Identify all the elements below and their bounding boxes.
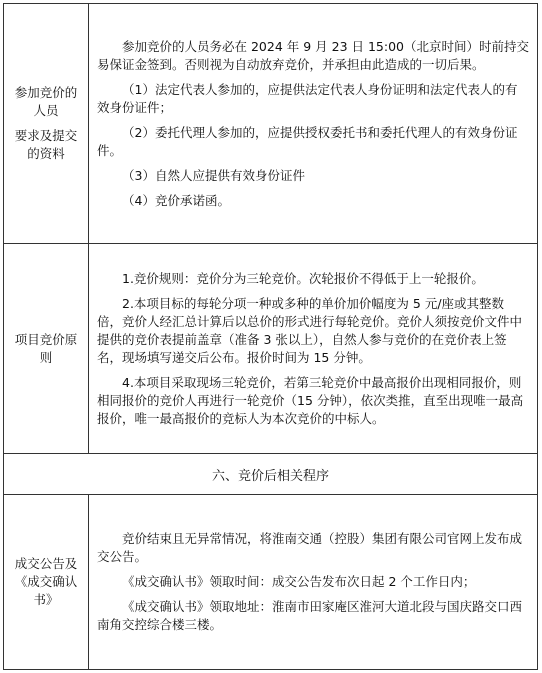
label-line: 项目竞价原 [14,331,78,347]
table-row [4,244,538,454]
label-line: 要求及提交 [14,128,78,143]
label-line: 则 [39,349,53,365]
paragraph: （2）委托代理人参加的，应提供授权委托书和委托代理人的有效身份证件。 [97,124,518,158]
section-heading: 六、竞价后相关程序 [4,454,538,495]
label-line: 的资料 [27,146,65,161]
paragraph: 竞价结束且无异常情况，将淮南交通（控股）集团有限公司官网上发布成交公告。 [97,531,523,564]
row-label-bidding-principles [4,244,89,454]
row-label-participant-requirements [4,4,89,244]
paragraph: 4.本项目采取现场三轮竞价，若第三轮竞价中最高报价出现相同报价，则相同报价的竞价人再进行一轮竞价（15 分钟），依次类推，直至出现唯一最高报价，唯一最高报价的竞标人为本次竞价的中标人。 [97,374,524,426]
table-row [4,4,538,244]
row-content-transaction-announcement [89,495,538,670]
paragraph: （3）自然人应提供有效身份证件 [122,167,305,183]
paragraph: （1）法定代表人参加的，应提供法定代表人身份证明和法定代表人的有效身份证件； [97,81,518,115]
paragraph: 《成交确认书》领取时间：成交公告发布次日起 2 个工作日内； [122,574,476,589]
row-content-participant-requirements [89,4,538,244]
bidding-info-table [3,3,538,670]
label-line: 成交公告及 [14,556,78,571]
paragraph: 2.本项目标的每轮分项一种或多种的单价加价幅度为 5 元/座或其整数倍，竞价人经汇总计算后以总价的形式进行每轮竞价。竞价人须按竞价文件中提供的竞价表提前盖章（准备 3 张以上），自然人参与竞价的在竞价表上签名，现场填写递交后公布。报价时间为 15 分钟。 [97,295,523,365]
row-label-transaction-announcement [4,495,89,670]
row-content-bidding-principles [89,244,538,454]
table-row [4,495,538,670]
paragraph: 《成交确认书》领取地址：淮南市田家庵区淮河大道北段与国庆路交口西南角交控综合楼三楼。 [97,599,523,632]
paragraph: （4）竞价承诺函。 [122,192,230,208]
paragraph: 参加竞价的人员务必在 2024 年 9 月 23 日 15:00（北京时间）时前持交易保证金签到。否则视为自动放弃竞价，并承担由此造成的一切后果。 [97,38,530,72]
label-line: 参加竞价的 [14,85,78,100]
label-line: 书》 [33,592,59,607]
label-line: 人员 [33,103,59,118]
label-line: 《成交确认 [14,574,78,589]
table-row [4,454,538,495]
paragraph: 1.竞价规则：竞价分为三轮竞价。次轮报价不得低于上一轮报价。 [122,270,484,286]
